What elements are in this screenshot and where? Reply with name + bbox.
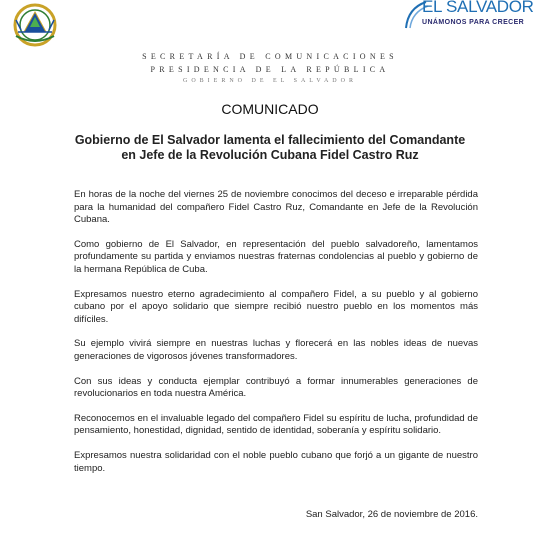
paragraph: Con sus ideas y conducta ejemplar contribuyó a formar innumerables generaciones de revolucionarios en toda nuestra América. (74, 375, 478, 400)
ministry-line-2: PRESIDENCIA DE LA REPÚBLICA (150, 65, 390, 74)
coat-of-arms-icon (6, 2, 64, 48)
signature-place-date: San Salvador, 26 de noviembre de 2016. (305, 509, 478, 520)
paragraph: Su ejemplo vivirá siempre en nuestras luchas y florecerá en las nobles ideas de nuevas generaciones de vigorosos jóvenes transformadores. (74, 338, 478, 362)
ministry-line-3: GOBIERNO DE EL SALVADOR (183, 78, 357, 84)
paragraph: Reconocemos en el invaluable legado del compañero Fidel su espíritu de lucha, profundidad de pensamiento, honestidad, dignidad, sentido de identidad, soberanía y espíritu solidario. (74, 412, 478, 437)
headline-line-1: Gobierno de El Salvador lamenta el fallecimiento del Comandante (74, 133, 466, 147)
document-headline (60, 133, 480, 163)
brand-tagline: UNÁMONOS PARA CRECER (422, 19, 525, 26)
brand-name: EL SALVADOR (422, 0, 534, 16)
document-body (74, 189, 478, 487)
paragraph: Expresamos nuestra solidaridad con el noble pueblo cubano que forjó a un gigante de nuestro tiempo. (74, 449, 478, 474)
document-title: COMUNICADO (221, 101, 319, 117)
paragraph: En horas de la noche del viernes 25 de noviembre conocimos del deceso e irreparable pérdida para la humanidad del compañero Fidel Castro Ruz, Comandante en Jefe de la Revolución Cubana. (74, 189, 478, 226)
headline-line-2: en Jefe de la Revolución Cubana Fidel Castro Ruz (121, 148, 419, 162)
paragraph: Expresamos nuestro eterno agradecimiento al compañero Fidel, a su pueblo y al gobierno cubano por el apoyo solidario que siempre recibió nuestro pueblo en los momentos más difíciles. (74, 288, 478, 325)
paragraph: Como gobierno de El Salvador, en representación del pueblo salvadoreño, lamentamos profundamente su partida y enviamos nuestras fraternas condolencias al pueblo y gobierno de la hermana República de Cuba. (74, 238, 478, 275)
ministry-line-1: SECRETARÍA DE COMUNICACIONES (142, 52, 398, 61)
brand-logo (402, 0, 540, 46)
